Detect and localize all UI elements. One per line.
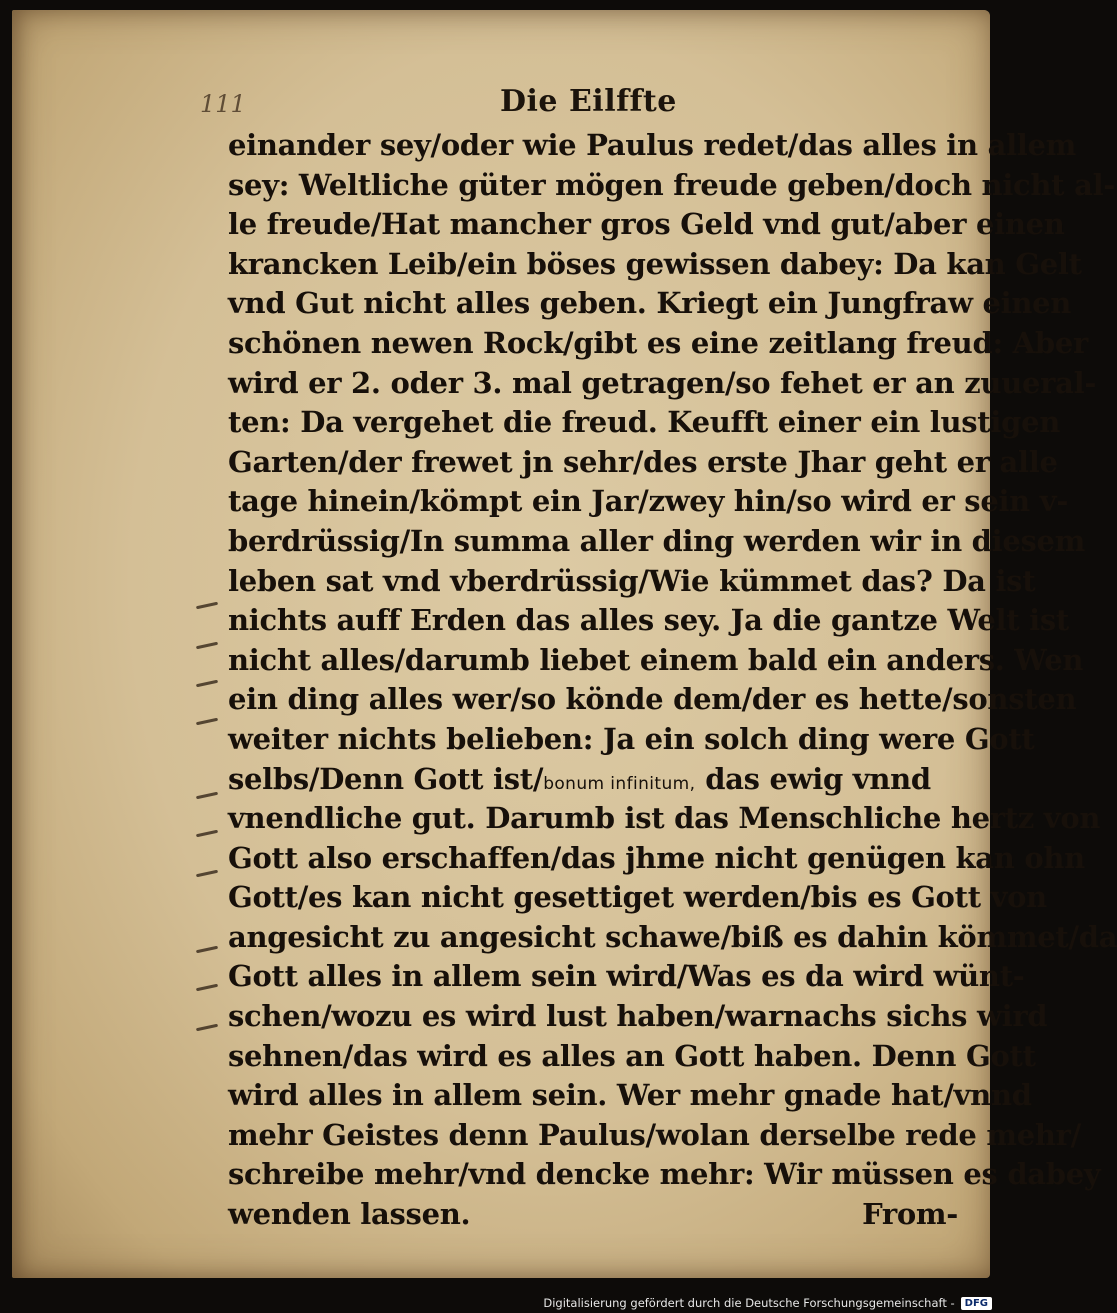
latin-phrase: bonum infinitum,	[543, 773, 696, 794]
catchword: From-	[862, 1197, 958, 1232]
text-line: wird alles in allem sein. Wer mehr gnade hat/vnnd	[228, 1078, 1032, 1113]
text-line: krancken Leib/ein böses gewissen dabey: Da kan Gelt	[228, 246, 1082, 281]
text-line: leben sat vnd vberdrüssig/Wie kümmet das? Da ist	[228, 563, 1036, 598]
dfg-logo-icon: DFG	[961, 1297, 992, 1310]
text-line: nicht alles/darumb liebet einem bald ein anders. Wen	[228, 642, 1084, 677]
text-line: schreibe mehr/vnd dencke mehr: Wir müssen es dabey	[228, 1157, 1101, 1192]
text-line: sehnen/das wird es alles an Gott haben. Denn Gott	[228, 1038, 1036, 1073]
text-line: Gott also erschaffen/das jhme nicht genügen kan ohn	[228, 840, 1085, 875]
text-line: wird er 2. oder 3. mal getragen/so fehet er an zuueral-	[228, 365, 1097, 400]
text-line: einander sey/oder wie Paulus redet/das alles in allem	[228, 128, 1077, 162]
body-text	[228, 126, 1117, 1235]
text-line: sey: Weltliche güter mögen freude geben/doch nicht al-	[228, 167, 1116, 202]
folio-number: 111	[200, 90, 246, 118]
text-segment: wenden lassen.	[228, 1197, 471, 1232]
text-line: schen/wozu es wird lust haben/warnachs sichs wird	[228, 999, 1048, 1034]
text-line: angesicht zu angesicht schawe/biß es dahin kömmet/da	[228, 919, 1117, 954]
text-line: tage hinein/kömpt ein Jar/zwey hin/so wird er sein v-	[228, 484, 1069, 519]
text-line: berdrüssig/In summa aller ding werden wir in diesem	[228, 523, 1086, 558]
text-line: weiter nichts belieben: Ja ein solch ding were Gott	[228, 721, 1035, 756]
text-line: vnendliche gut. Darumb ist das Menschliche hertz von	[228, 801, 1101, 836]
footer-credit	[543, 1296, 992, 1310]
text-line: mehr Geistes denn Paulus/wolan derselbe rede mehr/	[228, 1117, 1081, 1152]
running-header: Die Eilffte	[500, 84, 677, 119]
last-line	[228, 1195, 958, 1235]
text-line: nichts auff Erden das alles sey. Ja die gantze Welt ist	[228, 603, 1069, 638]
text-line-latin	[228, 760, 958, 800]
text-line: Garten/der frewet jn sehr/des erste Jhar geht er alle	[228, 444, 1058, 479]
text-line: Gott/es kan nicht gesettiget werden/bis es Gott von	[228, 880, 1047, 915]
funding-notice: Digitalisierung gefördert durch die Deutsche Forschungsgemeinschaft -	[543, 1296, 955, 1310]
text-line: le freude/Hat mancher gros Geld vnd gut/aber einen	[228, 207, 1065, 242]
text-line: vnd Gut nicht alles geben. Kriegt ein Jungfraw einen	[228, 286, 1072, 321]
text-line: schönen newen Rock/gibt es eine zeitlang freud: Aber	[228, 325, 1088, 360]
text-line: Gott alles in allem sein wird/Was es da wird wünt-	[228, 959, 1025, 994]
text-line: ein ding alles wer/so könde dem/der es hette/sonsten	[228, 682, 1077, 717]
text-segment: selbs/Denn Gott ist/	[228, 761, 544, 796]
text-line: ten: Da vergehet die freud. Keufft einer ein lustigen	[228, 405, 1061, 440]
text-segment: das ewig vnnd	[695, 761, 931, 796]
